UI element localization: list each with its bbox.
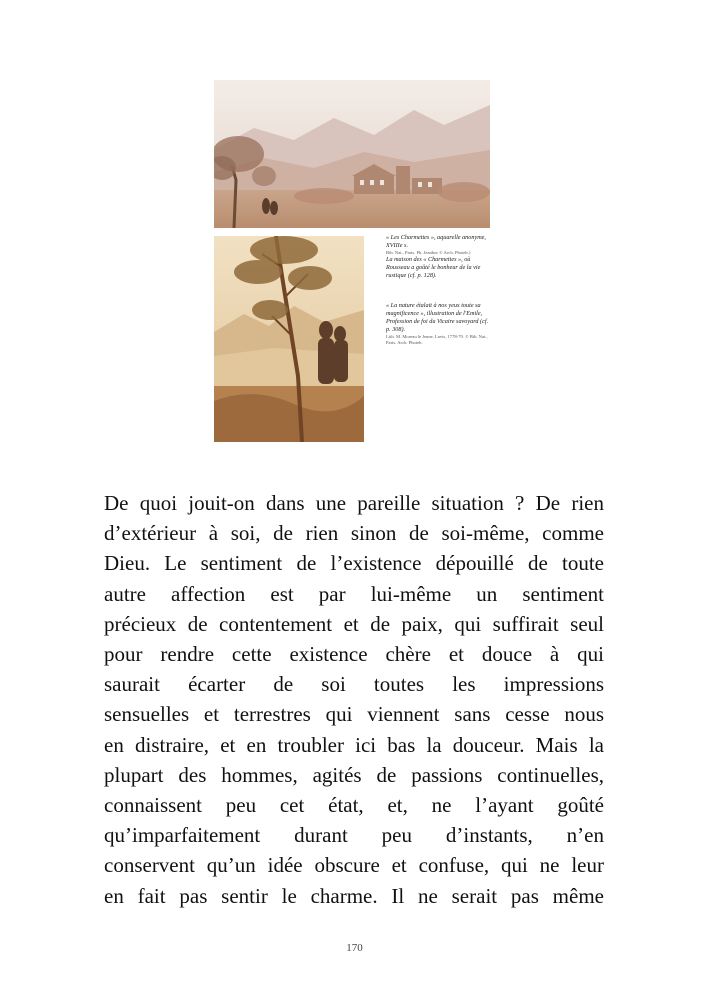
text-line: saurait écarter de soi toutes les impressions (104, 672, 604, 697)
text-line: en fait pas sentir le charme. Il ne serait pas même (104, 883, 604, 908)
text-line: précieux de contentement et de paix, qui suffirait seul (104, 611, 604, 636)
charmettes-landscape-image (214, 80, 490, 228)
page-number: 170 (346, 942, 363, 954)
body-paragraph (104, 488, 604, 911)
text-line: Dieu. Le sentiment de l’existence dépouillé de toute (104, 551, 604, 576)
emile-illustration (214, 236, 364, 442)
caption-charmettes-credit: Bib. Nat., Paris. Ph. Jeanbor © Arch. Photeb.) (386, 250, 471, 255)
text-line: autre affection est par lui-même un sentiment (104, 581, 604, 606)
figure-captions (386, 234, 494, 346)
charmettes-painting (214, 80, 490, 228)
text-line: pour rendre cette existence chère et douce à qui (104, 642, 604, 667)
text-line: d’extérieur à soi, de rien sinon de soi-même, comme (104, 521, 604, 546)
caption-charmettes-description: La maison des « Charmettes », où Rousseau a goûté le bonheur de la vie rustique (cf. p. 128). (386, 256, 481, 279)
caption-charmettes-title: « Les Charmettes », aquarelle anonyme, XVIIIe s. (386, 234, 486, 249)
text-line: en distraire, et en troubler ici bas la douceur. Mais la (104, 732, 604, 757)
text-line: connaissent peu cet état, et, ne l’ayant goûté (104, 793, 604, 818)
caption-emile-title: « La nature étalait à nos yeux toute sa magnificence », illustration de l'Emile, Profession de foi du Vicaire savoyard (cf. p. 308). (386, 302, 489, 333)
text-line: De quoi jouit-on dans une pareille situation ? De rien (104, 491, 604, 515)
text-line: plupart des hommes, agités de passions continuelles, (104, 762, 604, 787)
caption-emile-credit: Lith. M. Moreau le Jeune, Lavis, 1778-79. © Bib. Nat., Paris. Arch. Photeb. (386, 334, 488, 345)
text-line: sensuelles et terrestres qui viennent sans cesse nous (104, 702, 604, 727)
emile-tree-image (214, 236, 364, 442)
text-line: conservent qu’un idée obscure et confuse, qui ne leur (104, 853, 604, 878)
text-line: qu’imparfaitement durant peu d’instants, n’en (104, 823, 604, 848)
